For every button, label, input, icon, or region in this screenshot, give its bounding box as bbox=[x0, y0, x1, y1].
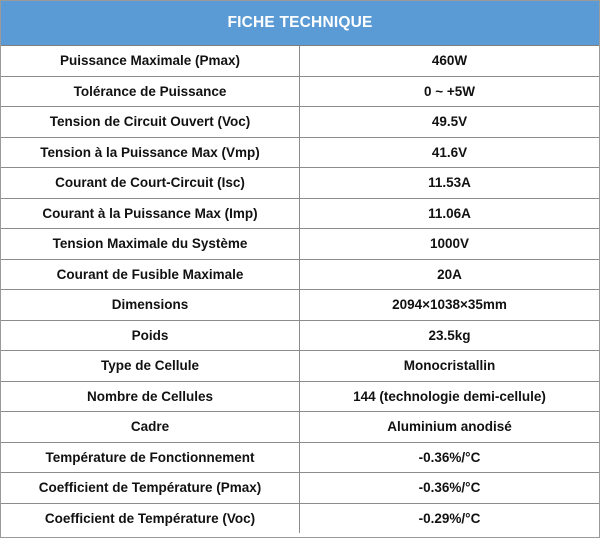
table-row bbox=[1, 198, 599, 229]
spec-value: 460W bbox=[431, 53, 468, 69]
table-row bbox=[1, 168, 599, 199]
table-row bbox=[1, 229, 599, 260]
spec-label: Poids bbox=[1, 320, 300, 351]
spec-label: Tension à la Puissance Max (Vmp) bbox=[1, 137, 300, 168]
spec-value: 2094×1038×35mm bbox=[300, 290, 600, 321]
spec-label: Dimensions bbox=[1, 290, 300, 321]
spec-value: 144 (technologie demi-cellule) bbox=[300, 381, 600, 412]
spec-table bbox=[1, 46, 599, 533]
spec-label: Température de Fonctionnement bbox=[1, 442, 300, 473]
spec-value: -0.29%/°C bbox=[300, 503, 600, 533]
table-row bbox=[1, 107, 599, 138]
spec-value: 11.53A bbox=[300, 168, 600, 199]
table-row bbox=[1, 442, 599, 473]
spec-value: 49.5V bbox=[300, 107, 600, 138]
table-row bbox=[1, 381, 599, 412]
table-row bbox=[1, 473, 599, 504]
spec-value: Monocristallin bbox=[300, 351, 600, 382]
spec-label: Coefficient de Température (Voc) bbox=[1, 503, 300, 533]
spec-label: Type de Cellule bbox=[1, 351, 300, 382]
spec-label: Nombre de Cellules bbox=[1, 381, 300, 412]
spec-value: 41.6V bbox=[300, 137, 600, 168]
table-row bbox=[1, 503, 599, 533]
table-row bbox=[1, 351, 599, 382]
table-row bbox=[1, 320, 599, 351]
spec-value: 1000V bbox=[300, 229, 600, 260]
table-row bbox=[1, 412, 599, 443]
table-row bbox=[1, 290, 599, 321]
spec-value: 11.06A bbox=[300, 198, 600, 229]
spec-sheet-title: FICHE TECHNIQUE bbox=[1, 1, 599, 46]
table-row bbox=[1, 137, 599, 168]
spec-value: 0 ~ +5W bbox=[300, 76, 600, 107]
spec-label: Tension Maximale du Système bbox=[1, 229, 300, 260]
spec-value: 23.5kg bbox=[300, 320, 600, 351]
spec-label: Coefficient de Température (Pmax) bbox=[1, 473, 300, 504]
spec-label: Tension de Circuit Ouvert (Voc) bbox=[1, 107, 300, 138]
spec-value: 20A bbox=[300, 259, 600, 290]
table-row bbox=[1, 259, 599, 290]
spec-label: Courant de Court-Circuit (Isc) bbox=[1, 168, 300, 199]
spec-label: Courant de Fusible Maximale bbox=[1, 259, 300, 290]
spec-value: -0.36%/°C bbox=[300, 442, 600, 473]
spec-label: Cadre bbox=[1, 412, 300, 443]
spec-label: Tolérance de Puissance bbox=[1, 76, 300, 107]
table-row bbox=[1, 46, 599, 76]
spec-label: Courant à la Puissance Max (Imp) bbox=[1, 198, 300, 229]
spec-value: Aluminium anodisé bbox=[300, 412, 600, 443]
spec-label: Puissance Maximale (Pmax) bbox=[1, 46, 300, 76]
spec-value: -0.36%/°C bbox=[300, 473, 600, 504]
table-row bbox=[1, 76, 599, 107]
